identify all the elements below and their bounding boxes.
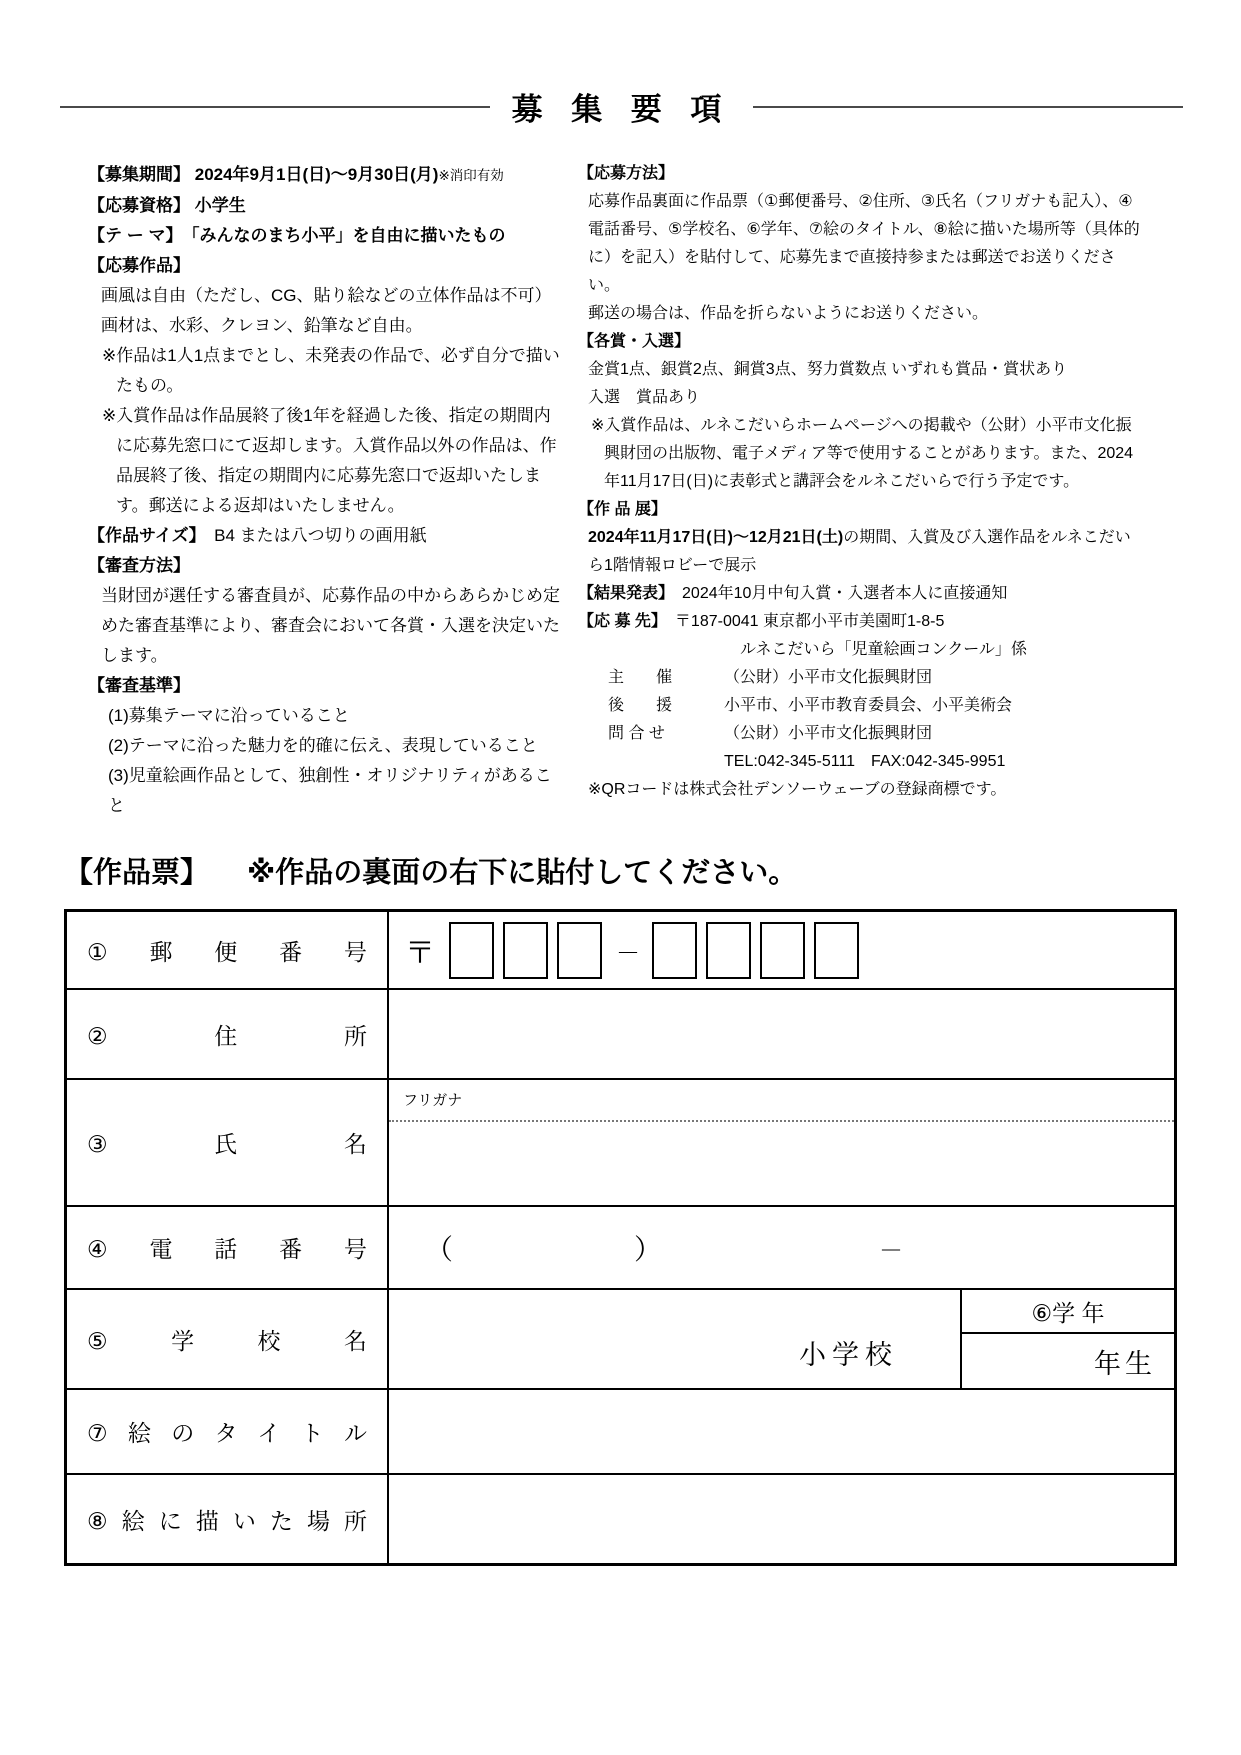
- postal-digit-box: [760, 922, 805, 979]
- postal-code-label: ①郵便番号: [87, 938, 367, 965]
- exhibition-rest: の期間、入賞及び入選作品をルネこだいら1階情報ロビーで展示: [588, 529, 1131, 574]
- guidelines-columns: [88, 160, 1144, 821]
- tel-fax-line: TEL:042-345-5111 FAX:042-345-9951: [724, 753, 1006, 770]
- postal-mark-icon: 〒: [405, 937, 435, 970]
- name-label-cell: [67, 1080, 389, 1205]
- results-label: 【結果発表】: [578, 585, 667, 602]
- submit-to-line: [578, 608, 1144, 636]
- form-row-postal-code: [67, 912, 1174, 988]
- page-title: 募 集 要 項: [511, 92, 732, 127]
- picture-title-label: ⑦絵のタイトル: [87, 1420, 367, 1446]
- submit-to-address: 〒187-0041 東京都小平市美園町1-8-5: [674, 613, 945, 630]
- contact-label: 問 合 せ: [608, 725, 665, 742]
- postal-dash: －: [616, 939, 640, 967]
- place-depicted-label-cell: [67, 1475, 389, 1563]
- entry-form-section: [64, 850, 1177, 1566]
- phone-label: ④電話番号: [87, 1236, 367, 1262]
- results-line: [578, 580, 1144, 608]
- work-size-label: 【作品サイズ】: [88, 526, 198, 545]
- qr-trademark-note: ※QRコードは株式会社デンソーウェーブの登録商標です。: [588, 781, 1007, 798]
- phone-paren-close: ）: [634, 1233, 663, 1265]
- supporter-line: [578, 692, 1144, 720]
- entry-works-note2: ※入賞作品は作品展終了後1年を経過した後、指定の期間内に応募先窓口にて返却します。入賞作品以外の作品は、作品展終了後、指定の期間内に応募先窓口で返却いたします。郵送による返却はいたしません。: [102, 406, 557, 515]
- furigana-strip: フリガナ: [389, 1080, 1174, 1122]
- how-to-apply-p2: 郵送の場合は、作品を折らないようにお送りください。: [588, 305, 989, 322]
- exhibition-text: [578, 524, 1144, 580]
- name-write-area: [389, 1122, 1174, 1207]
- application-period-value: 2024年9月1日(日)～9月30日(月): [194, 165, 439, 184]
- eligibility-line: [88, 191, 560, 221]
- picture-title-input-cell: [389, 1390, 1174, 1473]
- entry-works-note1: ※作品は1人1点までとし、未発表の作品で、必ず自分で描いたもの。: [102, 346, 560, 395]
- judging-criteria-item-2: (2)テーマに沿った魅力を的確に伝え、表現していること: [108, 736, 538, 755]
- school-grade-wrap: [389, 1290, 1174, 1388]
- place-depicted-label: ⑧絵に描いた場所: [87, 1507, 367, 1534]
- contact-line: [578, 720, 1144, 748]
- place-depicted-input-cell: [389, 1475, 1174, 1563]
- application-period-note: ※消印有効: [438, 168, 504, 183]
- grade-suffix: 年生: [1094, 1348, 1156, 1379]
- exhibition-date: 2024年11月17日(日)～12月21日(土): [588, 529, 844, 546]
- form-row-phone: [67, 1205, 1174, 1288]
- guidelines-right-column: [578, 160, 1144, 821]
- postal-digit-box: [557, 922, 602, 979]
- judging-method-header: 【審査方法】: [88, 556, 190, 575]
- address-label: ②住所: [87, 1022, 367, 1049]
- organizer-value: （公財）小平市文化振興財団: [724, 669, 933, 686]
- submit-to-address-2: ルネこだいら「児童絵画コンクール」係: [740, 641, 1027, 658]
- entry-form-heading: [64, 850, 1177, 891]
- entry-works-p1: 画風は自由（ただし、CG、貼り絵などの立体作品は不可）: [101, 286, 552, 305]
- eligibility-value: 小学生: [194, 196, 246, 215]
- prizes-p1: 金賞1点、銀賞2点、銅賞3点、努力賞数点 いずれも賞品・賞状あり: [588, 361, 1068, 378]
- postal-digit-box: [814, 922, 859, 979]
- how-to-apply-header: 【応募方法】: [578, 165, 675, 182]
- entry-form-table: [64, 909, 1177, 1566]
- phone-label-cell: [67, 1207, 389, 1288]
- results-value: 2024年10月中旬入賞・入選者本人に直接通知: [682, 585, 1008, 602]
- application-period-line: [88, 160, 560, 191]
- postal-digit-box: [706, 922, 751, 979]
- postal-code-boxes: [389, 912, 1174, 988]
- supporter-value: 小平市、小平市教育委員会、小平美術会: [724, 697, 1013, 714]
- title-rule-left: [60, 106, 490, 108]
- work-size-line: [88, 521, 560, 551]
- entry-works-p2: 画材は、水彩、クレヨン、鉛筆など自由。: [101, 316, 423, 335]
- form-row-name: [67, 1078, 1174, 1205]
- submit-to-label: 【応 募 先】: [578, 613, 659, 630]
- theme-label: 【テ ー マ】: [88, 226, 174, 245]
- form-row-school: [67, 1288, 1174, 1388]
- school-label-cell: [67, 1290, 389, 1388]
- school-suffix: 小学校: [799, 1340, 898, 1370]
- picture-title-label-cell: [67, 1390, 389, 1473]
- prizes-p2: 入選 賞品あり: [588, 389, 701, 406]
- postal-digit-box: [503, 922, 548, 979]
- entry-form-note: ※作品の裏面の右下に貼付してください。: [247, 857, 798, 889]
- prizes-header: 【各賞・入選】: [578, 333, 691, 350]
- form-row-address: [67, 988, 1174, 1078]
- judging-criteria-header: 【審査基準】: [88, 676, 190, 695]
- phone-paren-open: （: [425, 1233, 454, 1265]
- theme-line: [88, 221, 560, 251]
- guidelines-left-column: [88, 160, 560, 821]
- address-input-cell: [389, 990, 1174, 1078]
- title-band: [60, 84, 1183, 129]
- judging-method-text: 当財団が選任する審査員が、応募作品の中からあらかじめ定めた審査基準により、審査会において各賞・入選を決定いたします。: [101, 586, 560, 665]
- entry-works-header: 【応募作品】: [88, 256, 190, 275]
- exhibition-header: 【作 品 展】: [578, 501, 667, 518]
- name-input-cell: [389, 1080, 1174, 1205]
- postal-code-label-cell: [67, 912, 389, 988]
- postal-digit-box: [652, 922, 697, 979]
- form-row-place-depicted: [67, 1473, 1174, 1563]
- postal-code-input-cell: [389, 912, 1174, 988]
- judging-criteria-item-1: (1)募集テーマに沿っていること: [108, 706, 350, 725]
- prizes-note: ※入賞作品は、ルネこだいらホームページへの掲載や（公財）小平市文化振興財団の出版物、電子メディア等で使用することがあります。また、2024年11月17日(日)に表彰式と講評会をルネこだいらで行う予定です。: [591, 417, 1134, 490]
- supporter-label: 後 援: [608, 697, 673, 714]
- phone-input-cell: [389, 1207, 1174, 1288]
- how-to-apply-p1: 応募作品裏面に作品票（①郵便番号、②住所、③氏名（フリガナも記入）、④電話番号、⑤学校名、⑥学年、⑦絵のタイトル、⑧絵に描いた場所等（具体的に）を記入）を貼付して、応募先まで直接持参または郵送でお送りください。: [588, 193, 1140, 294]
- theme-value: 「みんなのまち小平」を自由に描いたもの: [190, 226, 506, 245]
- entry-form-title: 【作品票】: [64, 857, 210, 889]
- contact-value: （公財）小平市文化振興財団: [724, 725, 933, 742]
- organizer-line: [578, 664, 1144, 692]
- title-rule-right: [753, 106, 1183, 108]
- organizer-label: 主 催: [608, 669, 673, 686]
- work-size-value: B4 または八つ切りの画用紙: [214, 526, 427, 545]
- phone-dash: －: [879, 1237, 903, 1264]
- school-input-cell: [389, 1290, 1174, 1388]
- form-row-picture-title: [67, 1388, 1174, 1473]
- school-label: ⑤学校名: [87, 1327, 367, 1354]
- judging-criteria-item-3: (3)児童絵画作品として、独創性・オリジナリティがあること: [108, 766, 552, 815]
- application-period-label: 【募集期間】: [88, 165, 190, 184]
- postal-digit-box: [449, 922, 494, 979]
- grade-label: ⑥学 年: [962, 1290, 1174, 1334]
- school-write-area: [389, 1290, 960, 1388]
- address-label-cell: [67, 990, 389, 1078]
- grade-column: [960, 1290, 1174, 1388]
- eligibility-label: 【応募資格】: [88, 196, 190, 215]
- name-label: ③氏名: [87, 1131, 367, 1157]
